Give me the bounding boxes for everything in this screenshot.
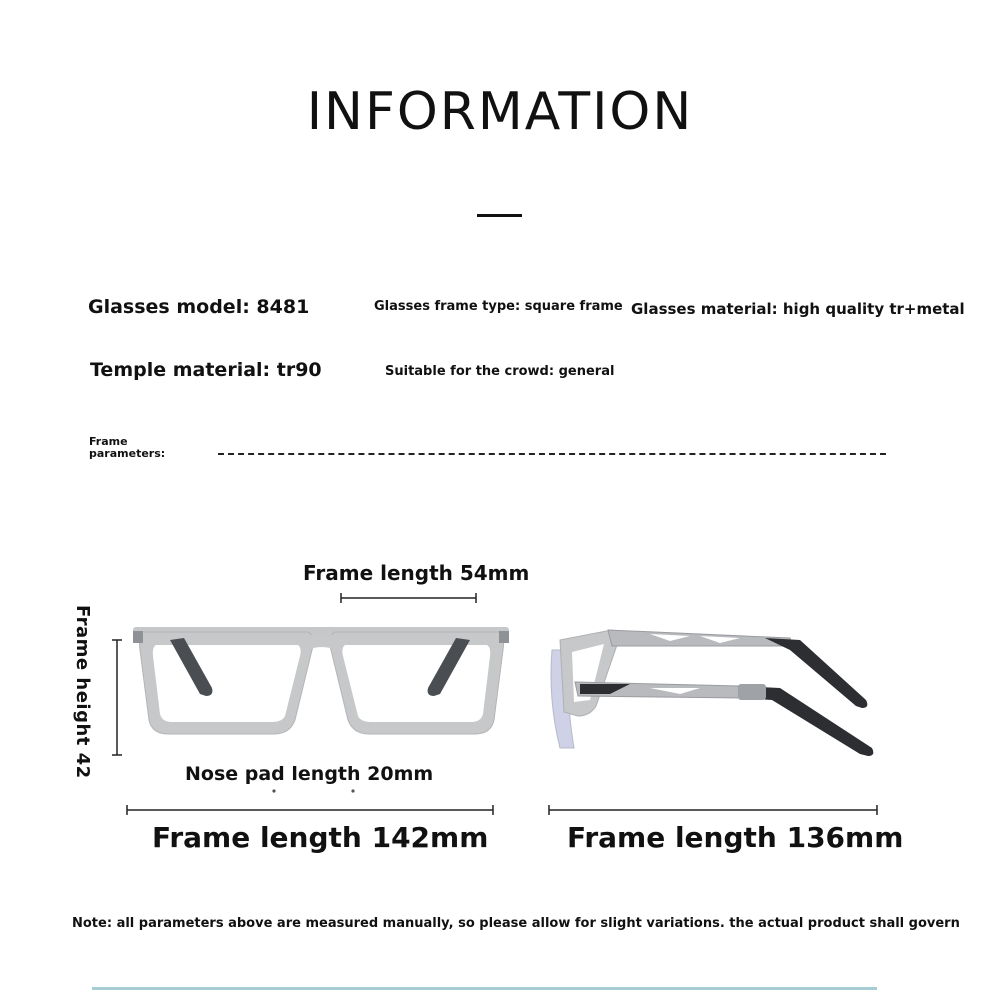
lens-length-dimension-line [341,593,476,603]
nose-pad-marks [272,789,354,792]
frame-height-label: Frame height 42 [72,605,93,779]
temple-length-label: Frame length 136mm [567,821,904,854]
frame-parameters-line2: parameters: [89,447,166,460]
spec-glasses-model: Glasses model: 8481 [88,296,310,318]
glasses-front-view [133,627,509,734]
frame-parameters-line1: Frame [89,435,128,448]
spec-suitable-crowd: Suitable for the crowd: general [385,364,615,379]
nose-pad-label: Nose pad length 20mm [185,763,434,785]
page-title: INFORMATION [306,82,694,142]
glasses-side-view [551,630,873,756]
lens-length-label: Frame length 54mm [303,561,530,585]
bottom-divider [92,987,877,990]
total-length-dimension-line [127,805,493,815]
disclaimer-note: Note: all parameters above are measured manually, so please allow for slight variations. the actual product shall govern [72,916,960,931]
total-length-label: Frame length 142mm [152,821,489,854]
spec-frame-type: Glasses frame type: square frame [374,299,623,314]
spec-temple-material: Temple material: tr90 [90,359,322,381]
frame-height-dimension-line [112,640,122,755]
spec-glasses-material: Glasses material: high quality tr+metal [631,300,965,318]
temple-length-dimension-line [549,805,877,815]
